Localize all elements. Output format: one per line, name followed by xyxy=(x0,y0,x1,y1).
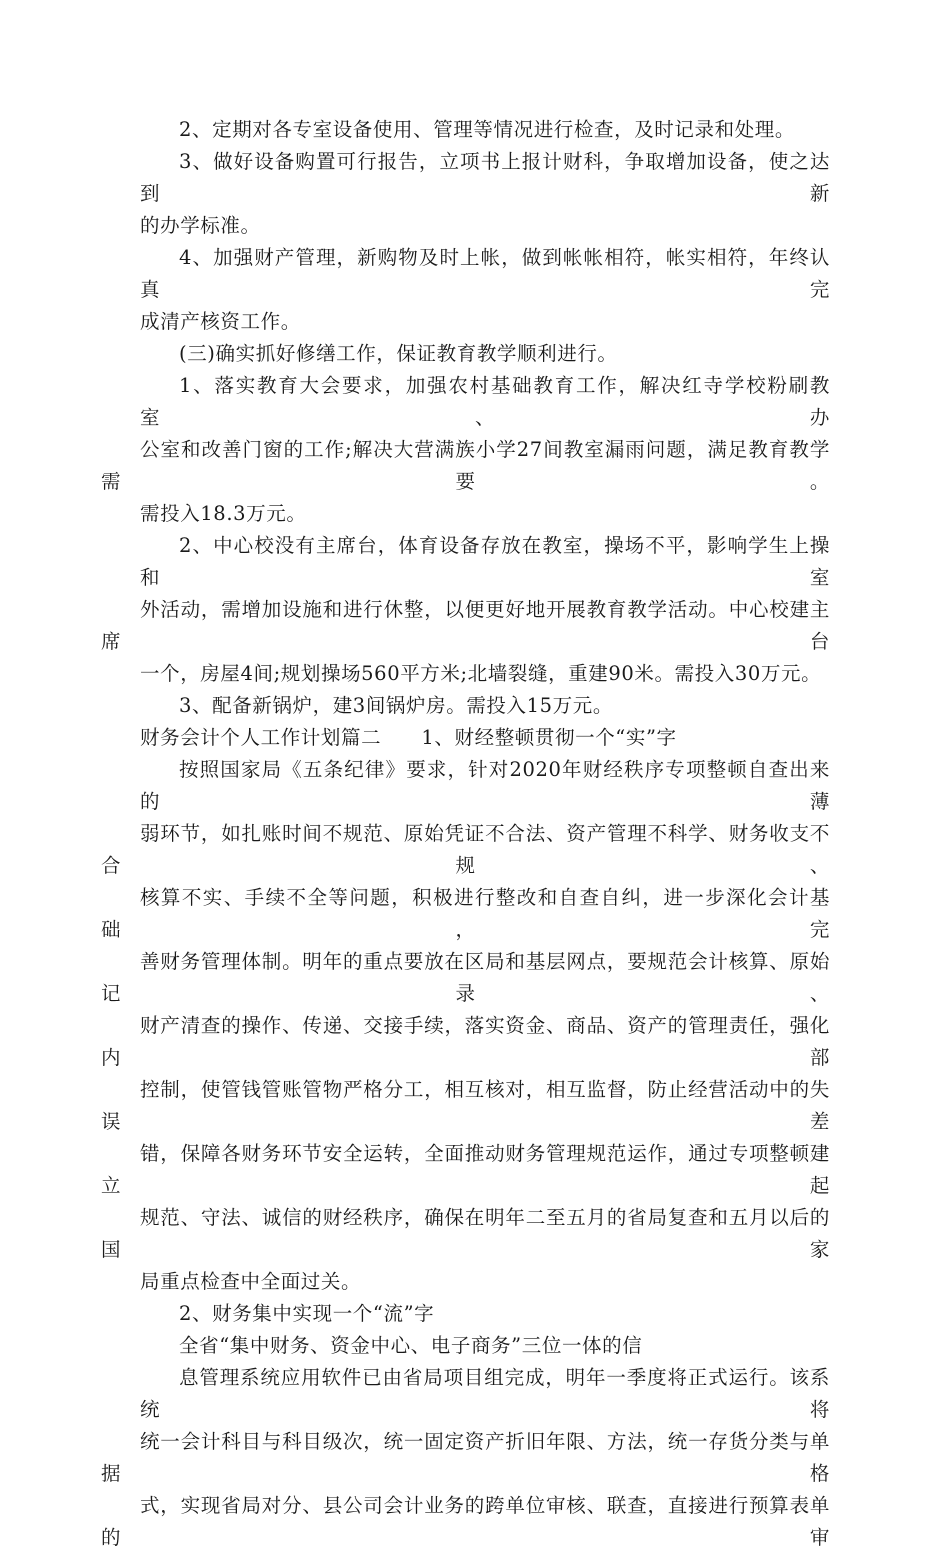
text-line: 财产清查的操作、传递、交接手续，落实资金、商品、资产的管理责任，强化内部 xyxy=(101,1014,830,1069)
text-line: 局重点检查中全面过关。 xyxy=(140,1270,362,1293)
text-line: 3、配备新锅炉，建3间锅炉房。需投入15万元。 xyxy=(179,694,613,717)
text-line: (三)确实抓好修缮工作，保证教育教学顺利进行。 xyxy=(179,342,618,365)
text-line: 的办学标准。 xyxy=(140,214,261,237)
paragraph-equipment-inspection xyxy=(140,114,830,146)
text-line: 弱环节，如扎账时间不规范、原始凭证不合法、资产管理不科学、财务收支不合规、 xyxy=(101,822,830,877)
paragraph-central-school xyxy=(101,530,830,690)
paragraph-property-management xyxy=(140,242,830,338)
section-heading-plan-two xyxy=(140,722,830,754)
paragraph-trinity-system xyxy=(140,1330,830,1362)
text-line: 2、中心校没有主席台，体育设备存放在教室，操场不平，影响学生上操和室 xyxy=(140,534,830,589)
paragraph-equipment-purchase xyxy=(140,146,830,242)
text-line: 一个，房屋4间;规划操场560平方米;北墙裂缝，重建90米。需投入30万元。 xyxy=(140,662,822,685)
text-line: 外活动，需增加设施和进行休整，以便更好地开展教育教学活动。中心校建主席台 xyxy=(101,598,830,653)
text-line: 成清产核资工作。 xyxy=(140,310,301,333)
text-line: 4、加强财产管理，新购物及时上帐，做到帐帐相符，帐实相符，年终认真完 xyxy=(140,246,830,301)
text-line: 控制，使管钱管账管物严格分工，相互核对，相互监督，防止经营活动中的失误差 xyxy=(101,1078,830,1133)
text-line: 财务会计个人工作计划篇二 1、财经整顿贯彻一个“实”字 xyxy=(140,726,677,749)
text-line: 核算不实、手续不全等问题，积极进行整改和自查自纠，进一步深化会计基础，完 xyxy=(101,886,830,941)
section-heading-repairs xyxy=(140,338,830,370)
text-line: 3、做好设备购置可行报告，立项书上报计财科，争取增加设备，使之达到新 xyxy=(140,150,830,205)
text-line: 需投入18.3万元。 xyxy=(140,502,307,525)
document-body xyxy=(101,114,830,1554)
text-line: 公室和改善门窗的工作;解决大营满族小学27间教室漏雨问题，满足教育教学需要。 xyxy=(101,438,830,493)
paragraph-boiler xyxy=(140,690,830,722)
section-heading-finance-centralization xyxy=(140,1298,830,1330)
text-line: 规范、守法、诚信的财经秩序，确保在明年二至五月的省局复查和五月以后的国家 xyxy=(101,1206,830,1261)
text-line: 息管理系统应用软件已由省局项目组完成，明年一季度将正式运行。该系统将 xyxy=(140,1366,830,1421)
text-line: 善财务管理体制。明年的重点要放在区局和基层网点，要规范会计核算、原始记录、 xyxy=(101,950,830,1005)
text-line: 全省“集中财务、资金中心、电子商务”三位一体的信 xyxy=(179,1334,643,1357)
paragraph-rural-education xyxy=(101,370,830,530)
paragraph-financial-rectification xyxy=(101,754,830,1298)
text-line: 统一会计科目与科目级次，统一固定资产折旧年限、方法，统一存货分类与单据格 xyxy=(101,1430,830,1485)
text-line: 1、落实教育大会要求，加强农村基础教育工作，解决红寺学校粉刷教室、办 xyxy=(140,374,830,429)
paragraph-information-system xyxy=(101,1362,830,1554)
text-line: 2、财务集中实现一个“流”字 xyxy=(179,1302,435,1325)
text-line: 2、定期对各专室设备使用、管理等情况进行检查，及时记录和处理。 xyxy=(179,118,796,141)
text-line: 式，实现省局对分、县公司会计业务的跨单位审核、联查，直接进行预算表单的审 xyxy=(101,1494,830,1549)
text-line: 按照国家局《五条纪律》要求，针对2020年财经秩序专项整顿自查出来的薄 xyxy=(140,758,830,813)
text-line: 错，保障各财务环节安全运转，全面推动财务管理规范运作，通过专项整顿建立起 xyxy=(101,1142,830,1197)
